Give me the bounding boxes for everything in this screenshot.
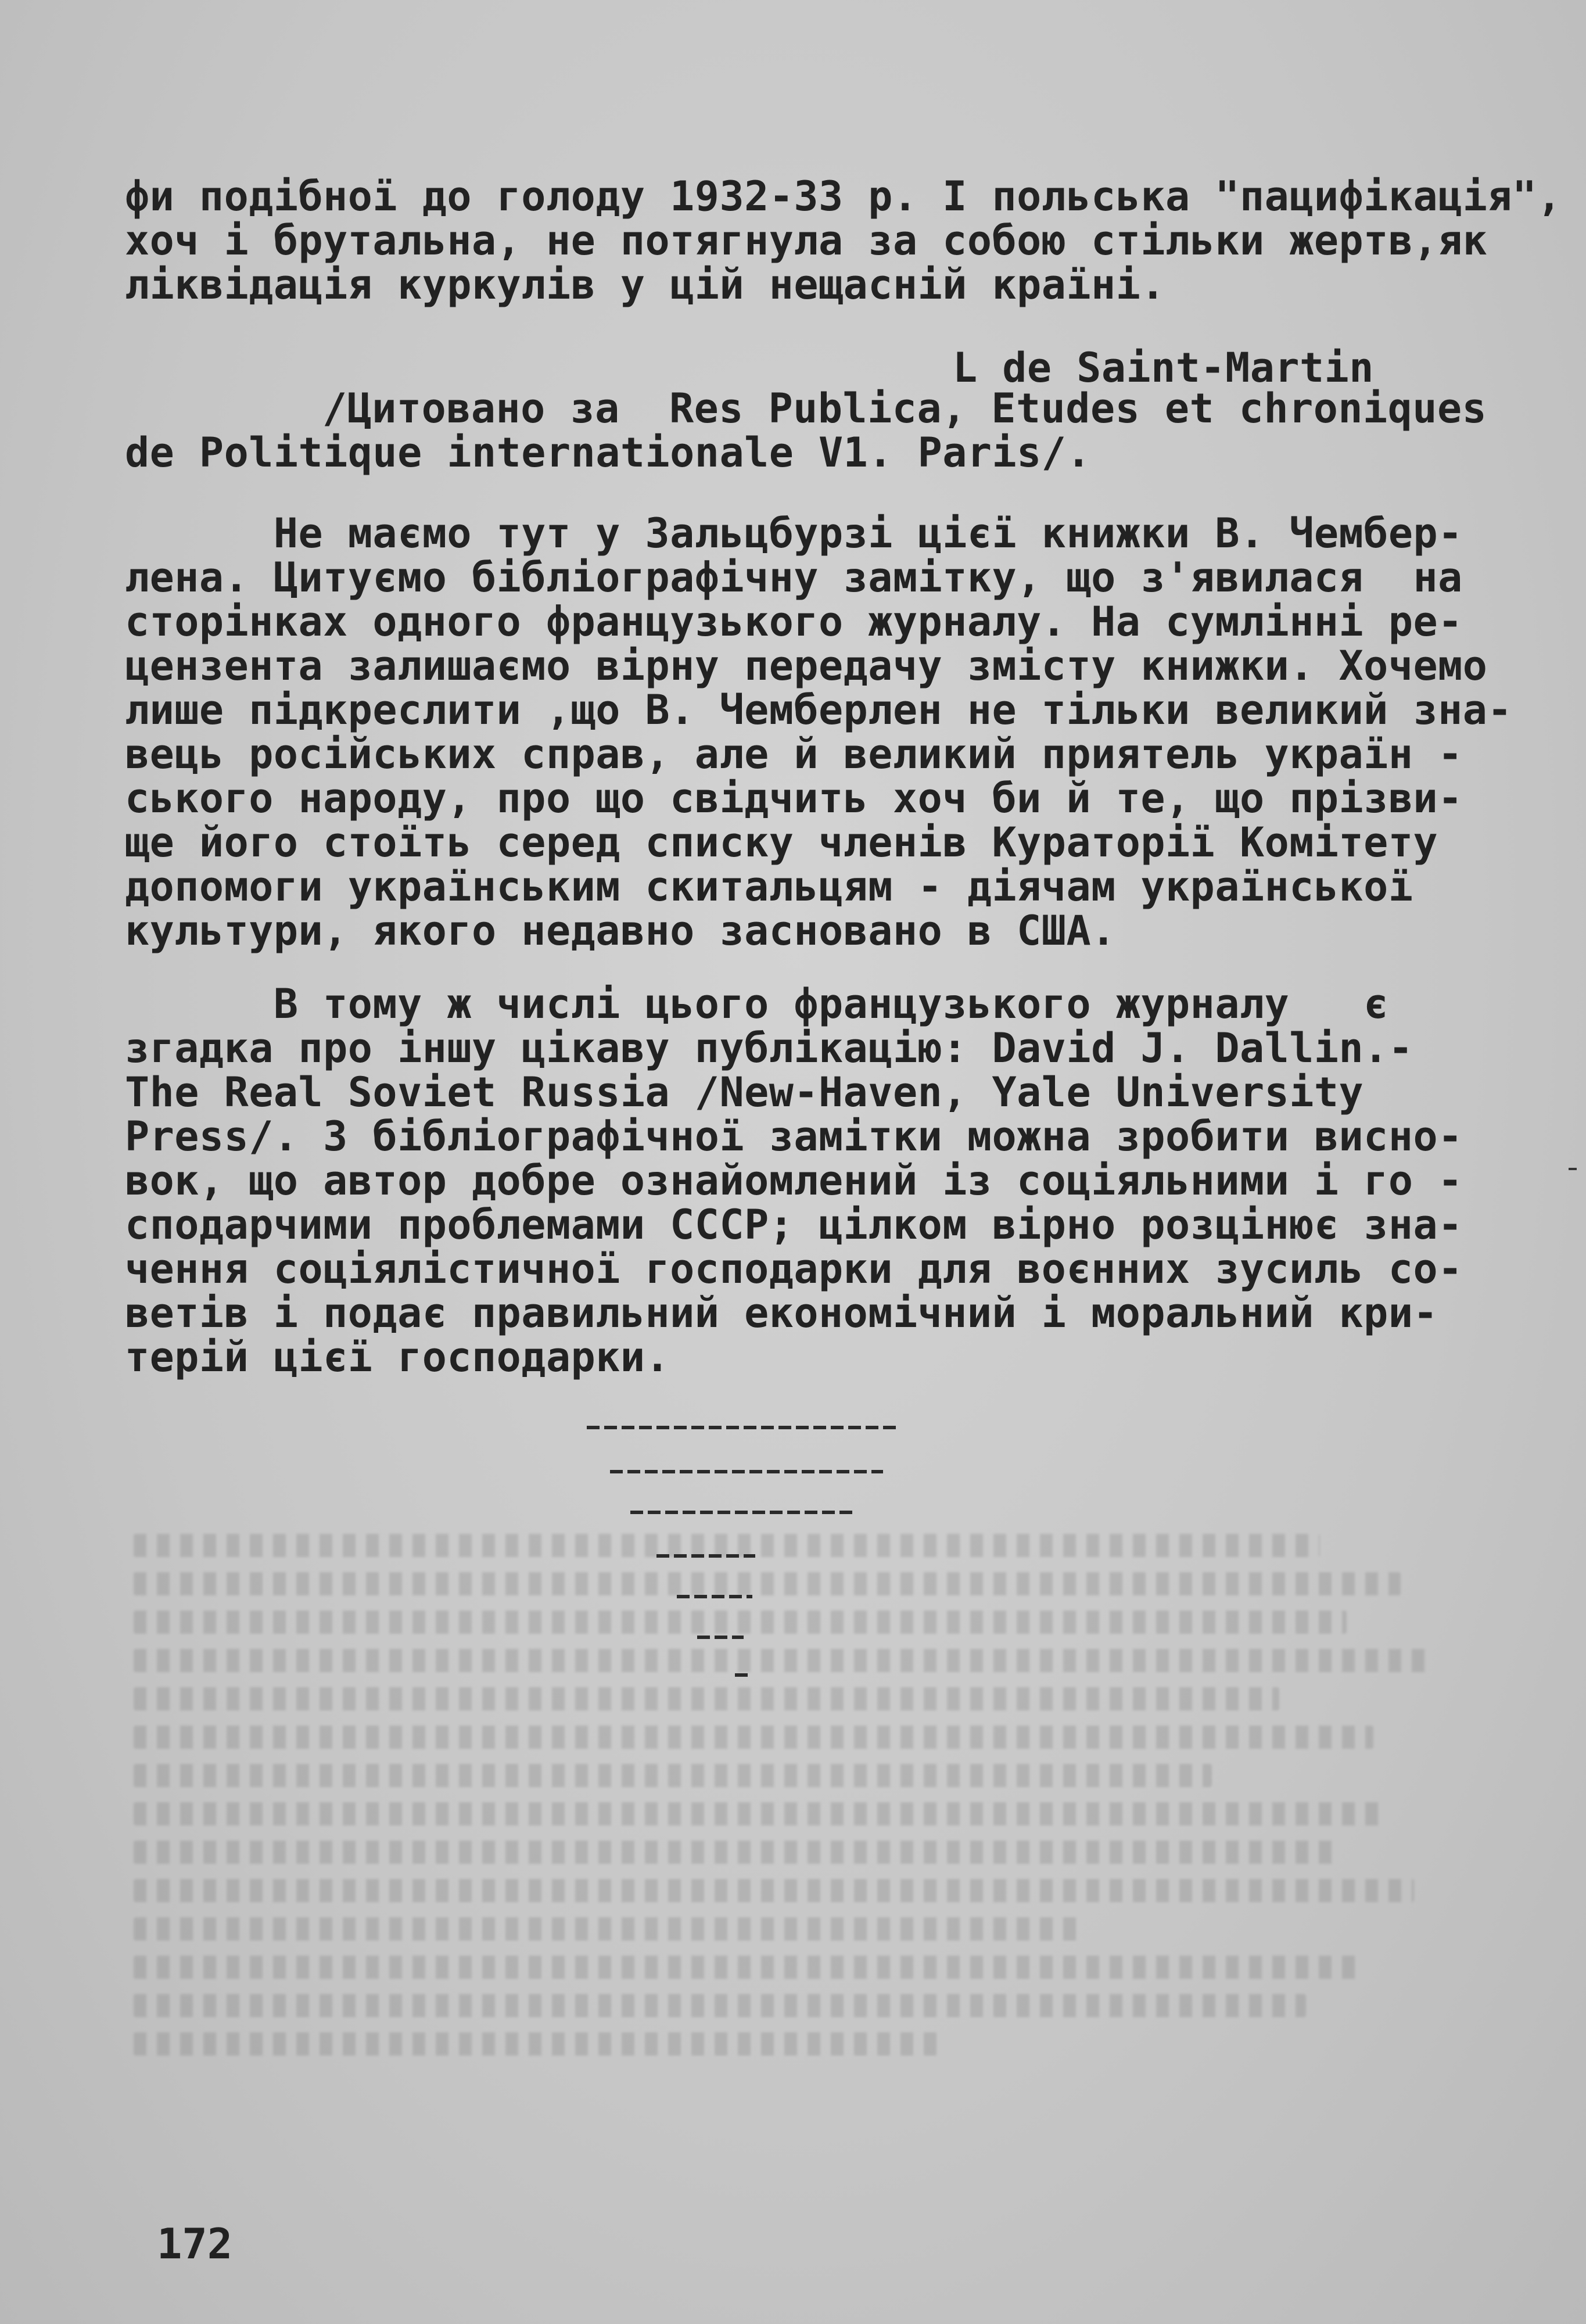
divider-dash-line — [697, 1636, 744, 1639]
text-line: вок, що автор добре ознайомлений із соціяльними і го - — [125, 1157, 1463, 1204]
divider-dash-line — [610, 1470, 883, 1473]
text-line: лена. Цитуємо бібліографічну замітку, що з'явилася на — [125, 554, 1463, 601]
signature-text: L de Saint-Martin — [953, 344, 1374, 392]
paragraph-top — [125, 173, 1562, 309]
divider-dash-line — [587, 1426, 900, 1429]
text-line: The Real Soviet Russia /New-Haven, Yale University — [125, 1068, 1364, 1116]
divider-dash-line — [677, 1595, 752, 1598]
text-line: Не маємо тут у Зальцбурзі цієї книжки В. Чембер- — [125, 510, 1463, 557]
text-line: Press/. З бібліографічної замітки можна зробити висно- — [125, 1113, 1463, 1160]
text-line: сподарчими проблемами СССР; цілком вірно розцінює зна- — [125, 1201, 1463, 1249]
text-line: de Politique internationale V1. Paris/. — [125, 429, 1092, 476]
text-line: чення соціялістичної господарки для воєнних зусиль со- — [125, 1245, 1463, 1293]
page-number: 172 — [157, 2219, 233, 2268]
text-line: хоч і брутальна, не потягнула за собою стільки жертв,як — [125, 217, 1488, 264]
divider-dash-line — [656, 1554, 755, 1558]
text-line: терій цієї господарки. — [125, 1333, 670, 1381]
text-line: ще його стоїть серед списку членів Кураторії Комітету — [125, 819, 1438, 866]
text-line: /Цитовано за Res Publica, Etudes et chroniques — [322, 385, 1487, 432]
author-signature — [953, 346, 1374, 390]
text-line: ветів і подає правильний економічний і моральний кри- — [125, 1289, 1438, 1337]
divider-dash-line — [630, 1511, 857, 1514]
text-line: цензента залишаємо вірну передачу змісту книжки. Хочемо — [125, 642, 1488, 690]
citation — [125, 386, 1487, 475]
text-line: В тому ж числі цього французького журналу є — [125, 980, 1388, 1028]
text-line: ського народу, про що свідчить хоч би й те, що прізви- — [125, 774, 1463, 822]
text-line: вець російських справ, але й великий приятель україн - — [125, 730, 1463, 778]
divider-dash-line — [735, 1673, 748, 1677]
text-line: згадка про іншу цікаву публікацію: David J. Dallin.- — [125, 1024, 1413, 1072]
text-line: сторінках одного французького журналу. На сумлінні ре- — [125, 598, 1463, 645]
margin-mark — [1569, 1168, 1577, 1170]
paragraph-dallin — [125, 982, 1508, 1379]
text-line: фи подібної до голоду 1932-33 р. І польська "пацифікація", — [125, 173, 1562, 220]
paragraph-chamberlin — [125, 510, 1513, 955]
text-line: культури, якого недавно засновано в США. — [125, 907, 1116, 955]
text-line: лише підкреслити ,що В. Чемберлен не тільки великий зна- — [125, 686, 1513, 734]
text-line: ліквідація куркулів у цій нещасній країні. — [125, 261, 1166, 309]
text-line: допомоги українським скитальцям - діячам української — [125, 863, 1413, 910]
section-divider-ornament — [0, 1412, 1586, 1691]
